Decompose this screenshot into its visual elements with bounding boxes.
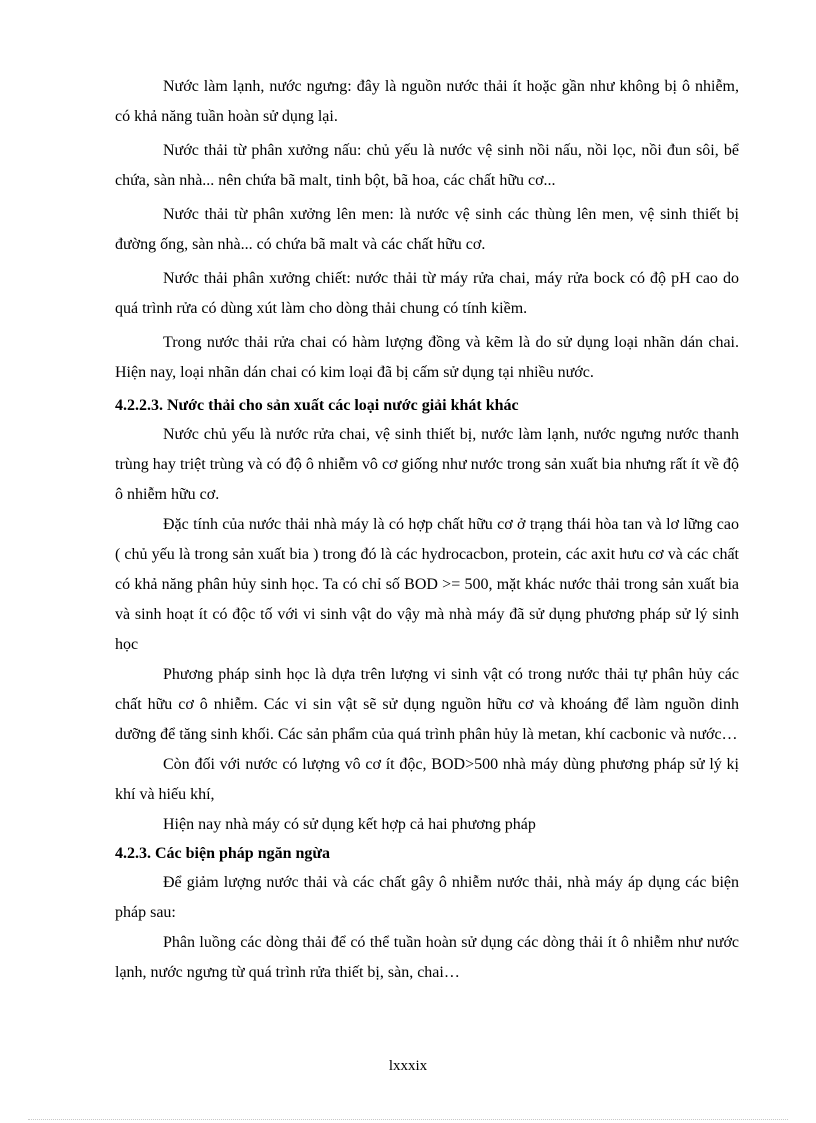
paragraph: Nước làm lạnh, nước ngưng: đây là nguồn nước thải ít hoặc gần như không bị ô nhiễm, có khả năng tuần hoàn sử dụng lại. (115, 78, 739, 125)
paragraph: Hiện nay nhà máy có sử dụng kết hợp cả hai phương pháp (163, 816, 536, 833)
paragraph: Đặc tính của nước thải nhà máy là có hợp chất hữu cơ ở trạng thái hòa tan và lơ lững cao ( chủ yếu là trong sản xuất bia ) trong đó là các hydrocacbon, protein, các axit hưu cơ và các chất có khả năng phân hủy sinh học. Ta có chỉ số BOD >= 500, mặt khác nước thải trong sản xuất bia và sinh hoạt ít có độc tố với vi sinh vật do vậy mà nhà máy đã sử dụng phương pháp sử lý sinh học (115, 516, 739, 653)
paragraph: Trong nước thải rửa chai có hàm lượng đồng và kẽm là do sử dụng loại nhãn dán chai. Hiện nay, loại nhãn dán chai có kim loại đã bị cấm sử dụng tại nhiều nước. (115, 334, 739, 381)
page-bottom-divider (28, 1119, 788, 1120)
page-body (115, 72, 739, 988)
paragraph: Nước thải phân xưởng chiết: nước thải từ máy rửa chai, máy rửa bock có độ pH cao do quá trình rửa có dùng xút làm cho dòng thải chung có tính kiềm. (115, 270, 739, 317)
section-heading: 4.2.2.3. Nước thải cho sản xuất các loại nước giải khát khác (115, 397, 519, 414)
paragraph: Phân luồng các dòng thải để có thể tuần hoàn sử dụng các dòng thải ít ô nhiễm như nước lạnh, nước ngưng từ quá trình rửa thiết bị, sàn, chai… (115, 934, 739, 981)
paragraph: Nước chủ yếu là nước rửa chai, vệ sinh thiết bị, nước làm lạnh, nước ngưng nước thanh trùng hay triệt trùng và có độ ô nhiễm vô cơ giống như nước trong sản xuất bia nhưng rất ít về độ ô nhiễm hữu cơ. (115, 426, 739, 503)
section-heading: 4.2.3. Các biện pháp ngăn ngừa (115, 845, 330, 862)
paragraph: Nước thải từ phân xưởng nấu: chủ yếu là nước vệ sinh nồi nấu, nồi lọc, nồi đun sôi, bể chứa, sàn nhà... nên chứa bã malt, tinh bột, bã hoa, các chất hữu cơ... (115, 142, 739, 189)
paragraph: Còn đối với nước có lượng vô cơ ít độc, BOD>500 nhà máy dùng phương pháp sử lý kị khí và hiếu khí, (115, 756, 739, 803)
page-number: lxxxix (388, 1058, 428, 1074)
paragraph: Phương pháp sinh học là dựa trên lượng vi sinh vật có trong nước thải tự phân hủy các chất hữu cơ ô nhiễm. Các vi sin vật sẽ sử dụng nguồn hữu cơ và khoáng để làm nguồn dinh dưỡng để tăng sinh khối. Các sản phẩm của quá trình phân hủy là metan, khí cacbonic và nước… (115, 666, 739, 743)
paragraph: Để giảm lượng nước thải và các chất gây ô nhiễm nước thải, nhà máy áp dụng các biện pháp sau: (115, 874, 739, 921)
paragraph: Nước thải từ phân xưởng lên men: là nước vệ sinh các thùng lên men, vệ sinh thiết bị đường ống, sàn nhà... có chứa bã malt và các chất hữu cơ. (115, 206, 739, 253)
